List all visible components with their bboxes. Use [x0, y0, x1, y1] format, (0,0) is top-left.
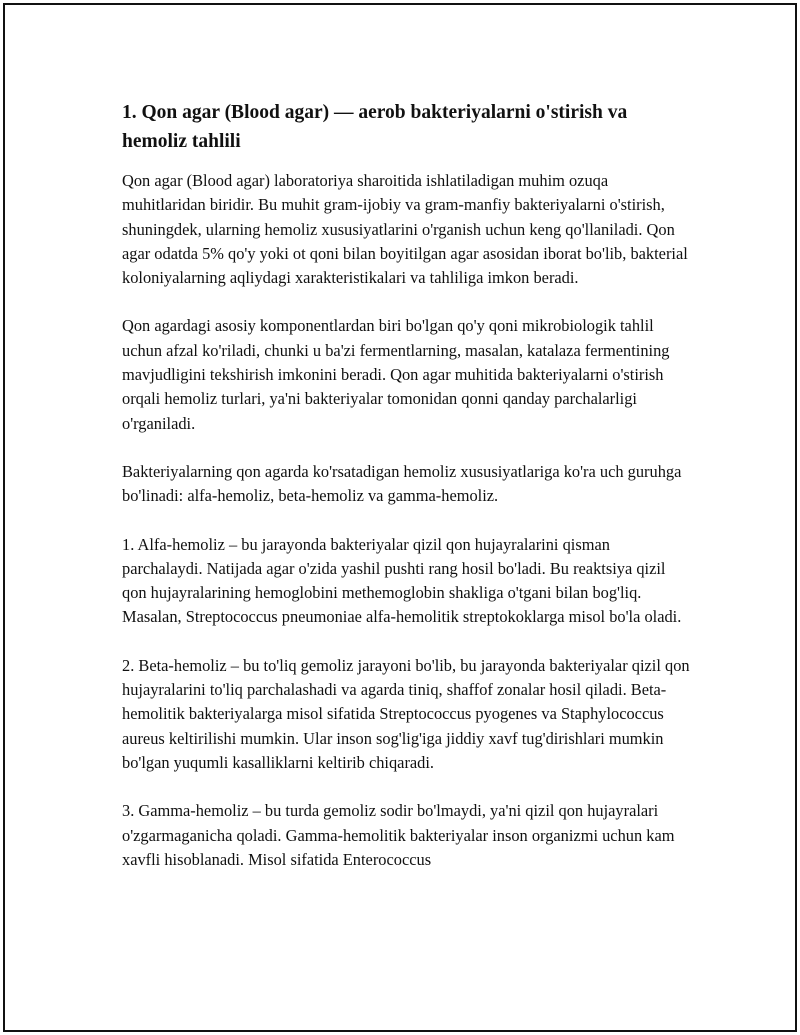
- paragraph-sheep-blood: Qon agardagi asosiy komponentlardan biri bo'lgan qo'y qoni mikrobiologik tahlil uchun afzal ko'riladi, chunki u ba'zi fermentlarning, masalan, katalaza fermentining mavjudligini tekshirish imkonini beradi. Qon agar muhitida bakteriyalarni o'stirish orqali hemoliz turlari, ya'ni bakteriyalar tomonidan qonni qanday parchalarligi o'rganiladi.: [122, 316, 670, 433]
- paragraph-gamma-hemolysis: 3. Gamma-hemoliz – bu turda gemoliz sodir bo'lmaydi, ya'ni qizil qon hujayralari o'zgarmaganicha qoladi. Gamma-hemolitik bakteriyalar inson organizmi uchun kam xavfli hisoblanadi. Misol sifatida Enterococcus: [122, 801, 675, 869]
- paragraph-hemolysis-groups: Bakteriyalarning qon agarda ko'rsatadigan hemoliz xususiyatlariga ko'ra uch guruhga bo'linadi: alfa-hemoliz, beta-hemoliz va gamma-hemoliz.: [122, 461, 682, 506]
- paragraph-intro: Qon agar (Blood agar) laboratoriya sharoitida ishlatiladigan muhim ozuqa muhitlaridan biridir. Bu muhit gram-ijobiy va gram-manfiy bakteriyalarni o'stirish, shuningdek, ularning hemoliz xususiyatlarini o'rganish uchun keng qo'llaniladi. Qon agar odatda 5% qo'y yoki ot qoni bilan boyitilgan agar asosidan iborat bo'lib, bakterial koloniyalarning aqliydagi xarakteristikalari va tahliliga imkon beradi.: [122, 171, 688, 288]
- paragraph-beta-hemolysis: 2. Beta-hemoliz – bu to'liq gemoliz jarayoni bo'lib, bu jarayonda bakteriyalar qizil qon hujayralarini to'liq parchalashadi va agarda tiniq, shaffof zonalar hosil qiladi. Beta-hemolitik bakteriyalarga misol sifatida Streptococcus pyogenes va Staphylococcus aureus keltirilishi mumkin. Ular inson sog'lig'iga jiddiy xavf tug'dirishlari mumkin bo'lgan yuqumli kasalliklarni keltirib chiqaradi.: [122, 655, 690, 772]
- section-heading: 1. Qon agar (Blood agar) — aerob bakteriyalarni o'stirish va hemoliz tahlili: [122, 102, 628, 152]
- document-body: [122, 98, 692, 896]
- paragraph-alpha-hemolysis: 1. Alfa-hemoliz – bu jarayonda bakteriyalar qizil qon hujayralarini qisman parchalaydi. Natijada agar o'zida yashil pushti rang hosil bo'ladi. Bu reaktsiya qizil qon hujayralarining hemoglobini methemoglobin shakliga o'tgani bilan bog'liq. Masalan, Streptococcus pneumoniae alfa-hemolitik streptokoklarga misol bo'la oladi.: [122, 534, 682, 627]
- page-frame: [3, 3, 797, 1032]
